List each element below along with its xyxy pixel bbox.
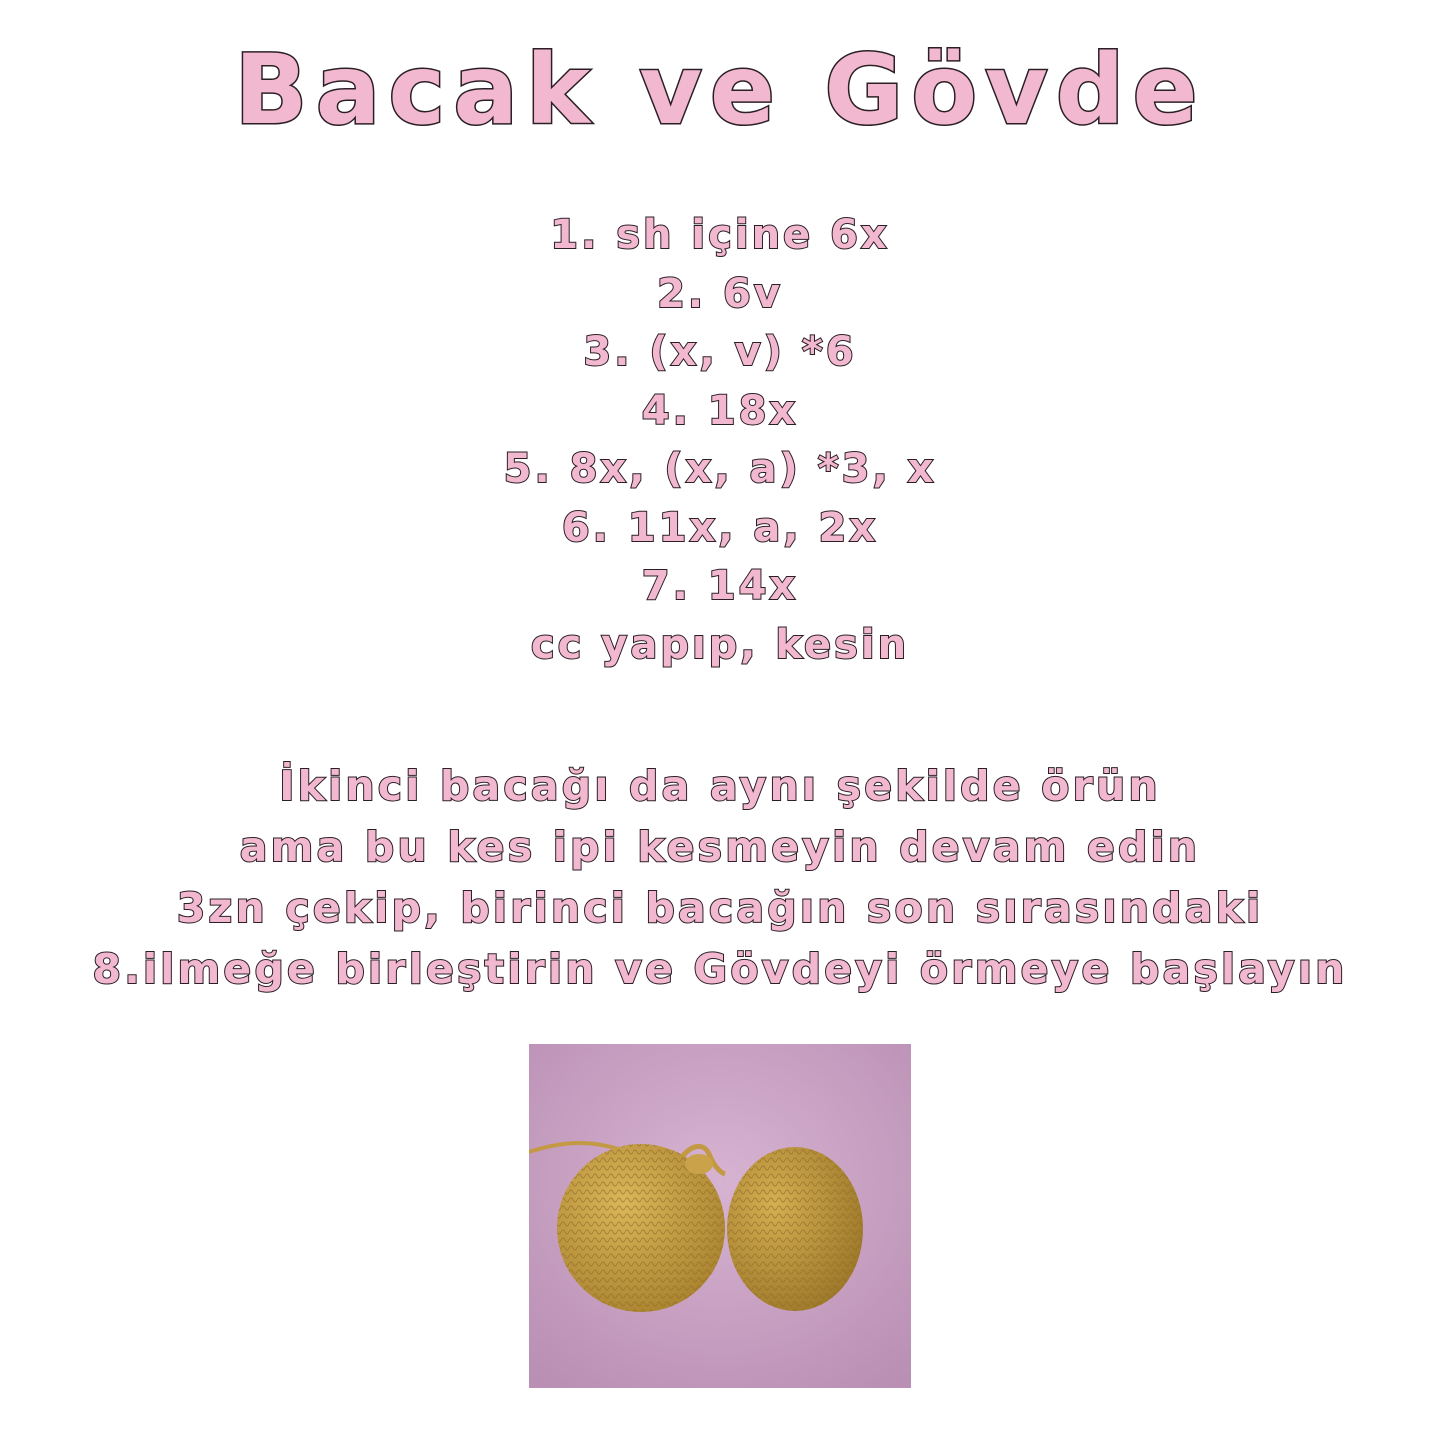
pattern-rows (0, 206, 1440, 674)
crochet-legs-photo (529, 1044, 911, 1388)
pattern-row: 4. 18x (641, 387, 799, 434)
page-title: Bacak ve Gövde (234, 34, 1206, 146)
pattern-row: 3. (x, v) *6 (583, 329, 857, 375)
pattern-row: 7. 14x (641, 563, 799, 609)
pattern-row: 2. 6v (657, 270, 783, 317)
instruction-line: ama bu kes ipi kesmeyin devam edin (239, 823, 1201, 871)
instruction-line: İkinci bacağı da aynı şekilde örün (279, 762, 1161, 810)
instruction-line: 3zn çekip, birinci bacağın son sırasındaki (176, 884, 1264, 932)
pattern-row: 1. sh içine 6x (550, 212, 890, 258)
pattern-row: 5. 8x, (x, a) *3, x (503, 446, 937, 492)
instruction-line: 8.ilmeğe birleştirin ve Gövdeyi örmeye başlayın (92, 945, 1348, 993)
pattern-row-finish: cc yapıp, kesin (530, 621, 910, 668)
instructions-paragraph (0, 756, 1440, 1000)
pattern-row: 6. 11x, a, 2x (561, 504, 879, 551)
